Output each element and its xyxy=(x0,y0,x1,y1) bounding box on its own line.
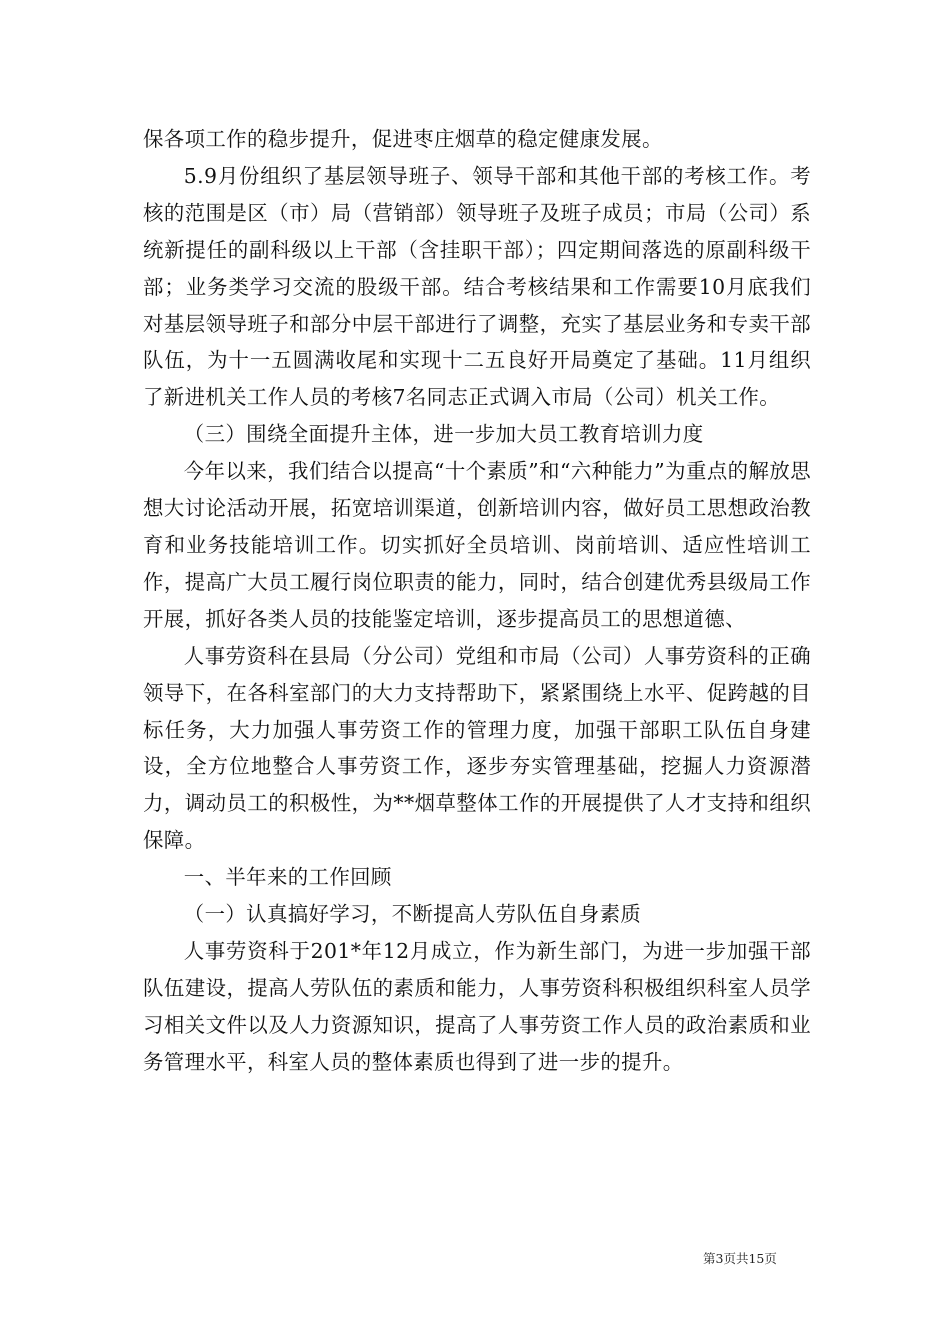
document-body xyxy=(143,121,811,1081)
paragraph-5: 人事劳资科在县局（分公司）党组和市局（公司）人事劳资科的正确领导下，在各科室部门的大力支持帮助下，紧紧围绕上水平、促跨越的目标任务，大力加强人事劳资工作的管理力度，加强干部职工队伍自身建设，全方位地整合人事劳资工作，逐步夯实管理基础，挖掘人力资源潜力，调动员工的积极性，为**烟草整体工作的开展提供了人才支持和组织保障。 xyxy=(143,643,811,853)
section-heading-3: （三）围绕全面提升主体，进一步加大员工教育培训力度 xyxy=(183,422,704,447)
paragraph-8: 人事劳资科于201*年12月成立，作为新生部门，为进一步加强干部队伍建设，提高人劳队伍的素质和能力，人事劳资科积极组织科室人员学习相关文件以及人力资源知识，提高了人事劳资工作人员的政治素质和业务管理水平，科室人员的整体素质也得到了进一步的提升。 xyxy=(143,938,811,1074)
paragraph-4: 今年以来，我们结合以提高“十个素质”和“六种能力”为重点的解放思想大讨论活动开展，拓宽培训渠道，创新培训内容，做好员工思想政治教育和业务技能培训工作。切实抓好全员培训、岗前培训、适应性培训工作，提高广大员工履行岗位职责的能力，同时，结合创建优秀县级局工作开展，抓好各类人员的技能鉴定培训，逐步提高员工的思想道德、 xyxy=(143,459,811,631)
page-number: 第3页共15页 xyxy=(703,1251,777,1266)
section-heading-review: 一、半年来的工作回顾 xyxy=(183,865,392,890)
subsection-heading-1: （一）认真搞好学习，不断提高人劳队伍自身素质 xyxy=(183,902,642,927)
paragraph-1: 保各项工作的稳步提升，促进枣庄烟草的稳定健康发展。 xyxy=(143,127,663,151)
paragraph-2: 5.9月份组织了基层领导班子、领导干部和其他干部的考核工作。考核的范围是区（市）局（营销部）领导班子及班子成员；市局（公司）系统新提任的副科级以上干部（含挂职干部）；四定期间落选的原副科级干部；业务类学习交流的股级干部。结合考核结果和工作需要10月底我们对基层领导班子和部分中层干部进行了调整，充实了基层业务和专卖干部队伍，为十一五圆满收尾和实现十二五良好开局奠定了基础。11月组织了新进机关工作人员的考核7名同志正式调入市局（公司）机关工作。 xyxy=(143,163,811,410)
